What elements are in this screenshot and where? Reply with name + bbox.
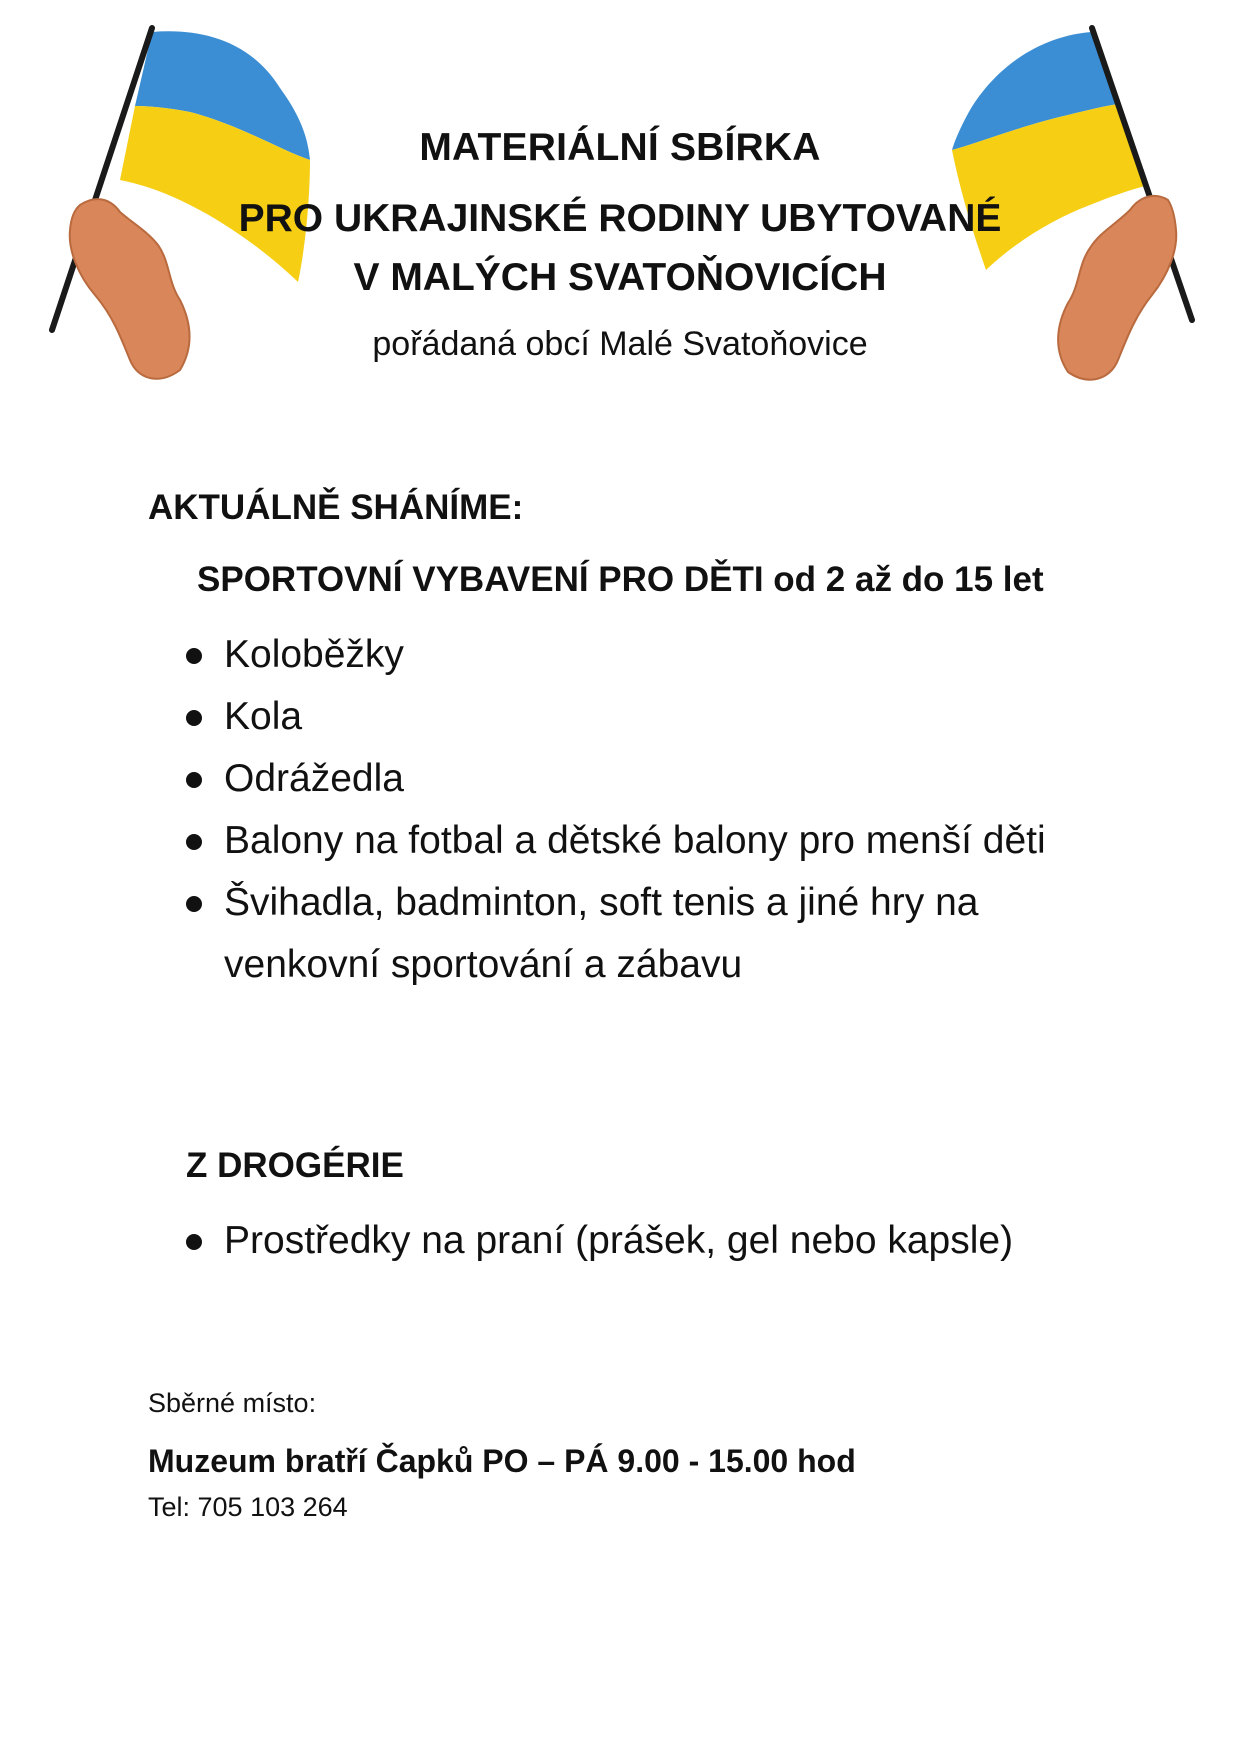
- list-item: [186, 1210, 1146, 1272]
- bullet-icon: [186, 772, 202, 788]
- list-item: [186, 748, 1106, 810]
- list-item: [186, 686, 1106, 748]
- drugstore-heading: Z DROGÉRIE: [186, 1146, 404, 1185]
- current-needs-heading: AKTUÁLNĚ SHÁNÍME:: [148, 488, 524, 527]
- organizer-subtitle: pořádaná obcí Malé Svatoňovice: [372, 325, 868, 363]
- list-item: [186, 810, 1106, 872]
- bullet-icon: [186, 648, 202, 664]
- list-item-text: Koloběžky: [224, 633, 404, 676]
- bullet-icon: [186, 1234, 202, 1250]
- collection-point-place: Muzeum bratří Čapků PO – PÁ 9.00 - 15.00 hod: [148, 1443, 856, 1479]
- title-line-3: V MALÝCH SVATOŇOVICÍCH: [353, 256, 887, 299]
- collection-point-label: Sběrné místo:: [148, 1388, 317, 1418]
- list-item-text: Odrážedla: [224, 757, 404, 800]
- title-line-2: PRO UKRAJINSKÉ RODINY UBYTOVANÉ: [238, 197, 1002, 240]
- list-item: [186, 872, 1106, 996]
- list-item-text: Kola: [224, 695, 303, 738]
- sport-equipment-heading: SPORTOVNÍ VYBAVENÍ PRO DĚTI od 2 až do 15 let: [197, 560, 1044, 599]
- bullet-icon: [186, 896, 202, 912]
- drugstore-items-list: [186, 1210, 1146, 1272]
- list-item: [186, 624, 1106, 686]
- bullet-icon: [186, 834, 202, 850]
- title-line-1: MATERIÁLNÍ SBÍRKA: [419, 126, 821, 169]
- list-item-text: Švihadla, badminton, soft tenis a jiné hry na venkovní sportování a zábavu: [224, 881, 979, 986]
- sport-items-list: [186, 624, 1106, 996]
- collection-point-phone: Tel: 705 103 264: [148, 1492, 348, 1522]
- list-item-text: Balony na fotbal a dětské balony pro menší děti: [224, 819, 1046, 862]
- list-item-text: Prostředky na praní (prášek, gel nebo kapsle): [224, 1219, 1014, 1262]
- bullet-icon: [186, 710, 202, 726]
